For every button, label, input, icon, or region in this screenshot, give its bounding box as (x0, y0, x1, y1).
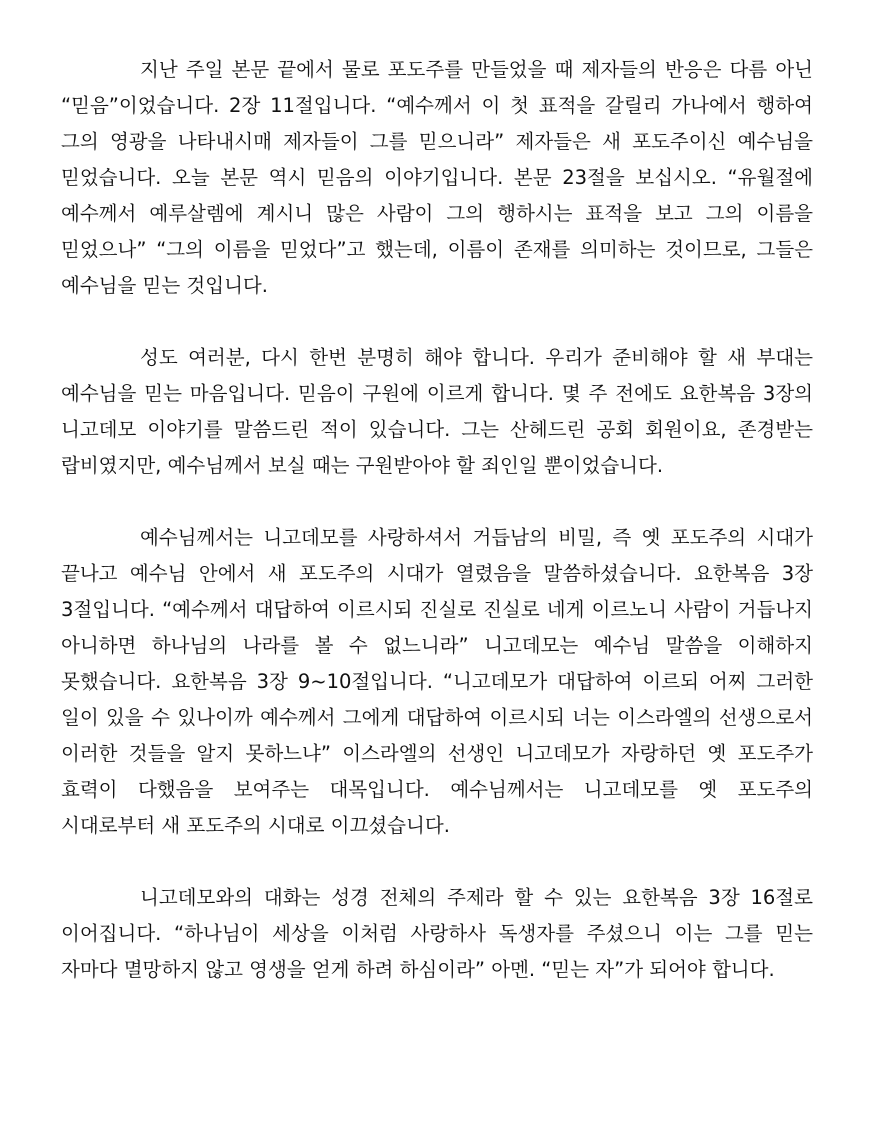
paragraph-4: 니고데모와의 대화는 성경 전체의 주제라 할 수 있는 요한복음 3장 16절로 이어집니다. “하나님이 세상을 이처럼 사랑하사 독생자를 주셨으니 이는 그를 믿는 자마다 멸망하지 않고 영생을 얻게 하려 하심이라” 아멘. “믿는 자”가 되어야 합니다. (61, 886, 813, 981)
paragraph-2: 성도 여러분, 다시 한번 분명히 해야 합니다. 우리가 준비해야 할 새 부대는 예수님을 믿는 마음입니다. 믿음이 구원에 이르게 합니다. 몇 주 전에도 요한복음 3장의 니고데모 이야기를 말씀드린 적이 있습니다. 그는 산헤드린 공회 회원이요, 존경받는 랍비였지만, 예수님께서 보실 때는 구원받아야 할 죄인일 뿐이었습니다. (61, 346, 813, 477)
paragraph-3: 예수님께서는 니고데모를 사랑하셔서 거듭남의 비밀, 즉 옛 포도주의 시대가 끝나고 예수님 안에서 새 포도주의 시대가 열렸음을 말씀하셨습니다. 요한복음 3장 3절입니다. “예수께서 대답하여 이르시되 진실로 진실로 네게 이르노니 사람이 거듭나지 아니하면 하나님의 나라를 볼 수 없느니라” 니고데모는 예수님 말씀을 이해하지 못했습니다. 요한복음 3장 9~10절입니다. “니고데모가 대답하여 이르되 어찌 그러한 일이 있을 수 있나이까 예수께서 그에게 대답하여 이르시되 너는 이스라엘의 선생으로서 이러한 것들을 알지 못하느냐” 이스라엘의 선생인 니고데모가 자랑하던 옛 포도주가 효력이 다했음을 보여주는 대목입니다. 예수님께서는 니고데모를 옛 포도주의 시대로부터 새 포도주의 시대로 이끄셨습니다. (61, 526, 813, 837)
document-page (61, 52, 813, 988)
paragraph-1: 지난 주일 본문 끝에서 물로 포도주를 만들었을 때 제자들의 반응은 다름 아닌 “믿음”이었습니다. 2장 11절입니다. “예수께서 이 첫 표적을 갈릴리 가나에서 행하여 그의 영광을 나타내시매 제자들이 그를 믿으니라” 제자들은 새 포도주이신 예수님을 믿었습니다. 오늘 본문 역시 믿음의 이야기입니다. 본문 23절을 보십시오. “유월절에 예수께서 예루살렘에 계시니 많은 사람이 그의 행하시는 표적을 보고 그의 이름을 믿었으나” “그의 이름을 믿었다”고 했는데, 이름이 존재를 의미하는 것이므로, 그들은 예수님을 믿는 것입니다. (61, 58, 813, 297)
